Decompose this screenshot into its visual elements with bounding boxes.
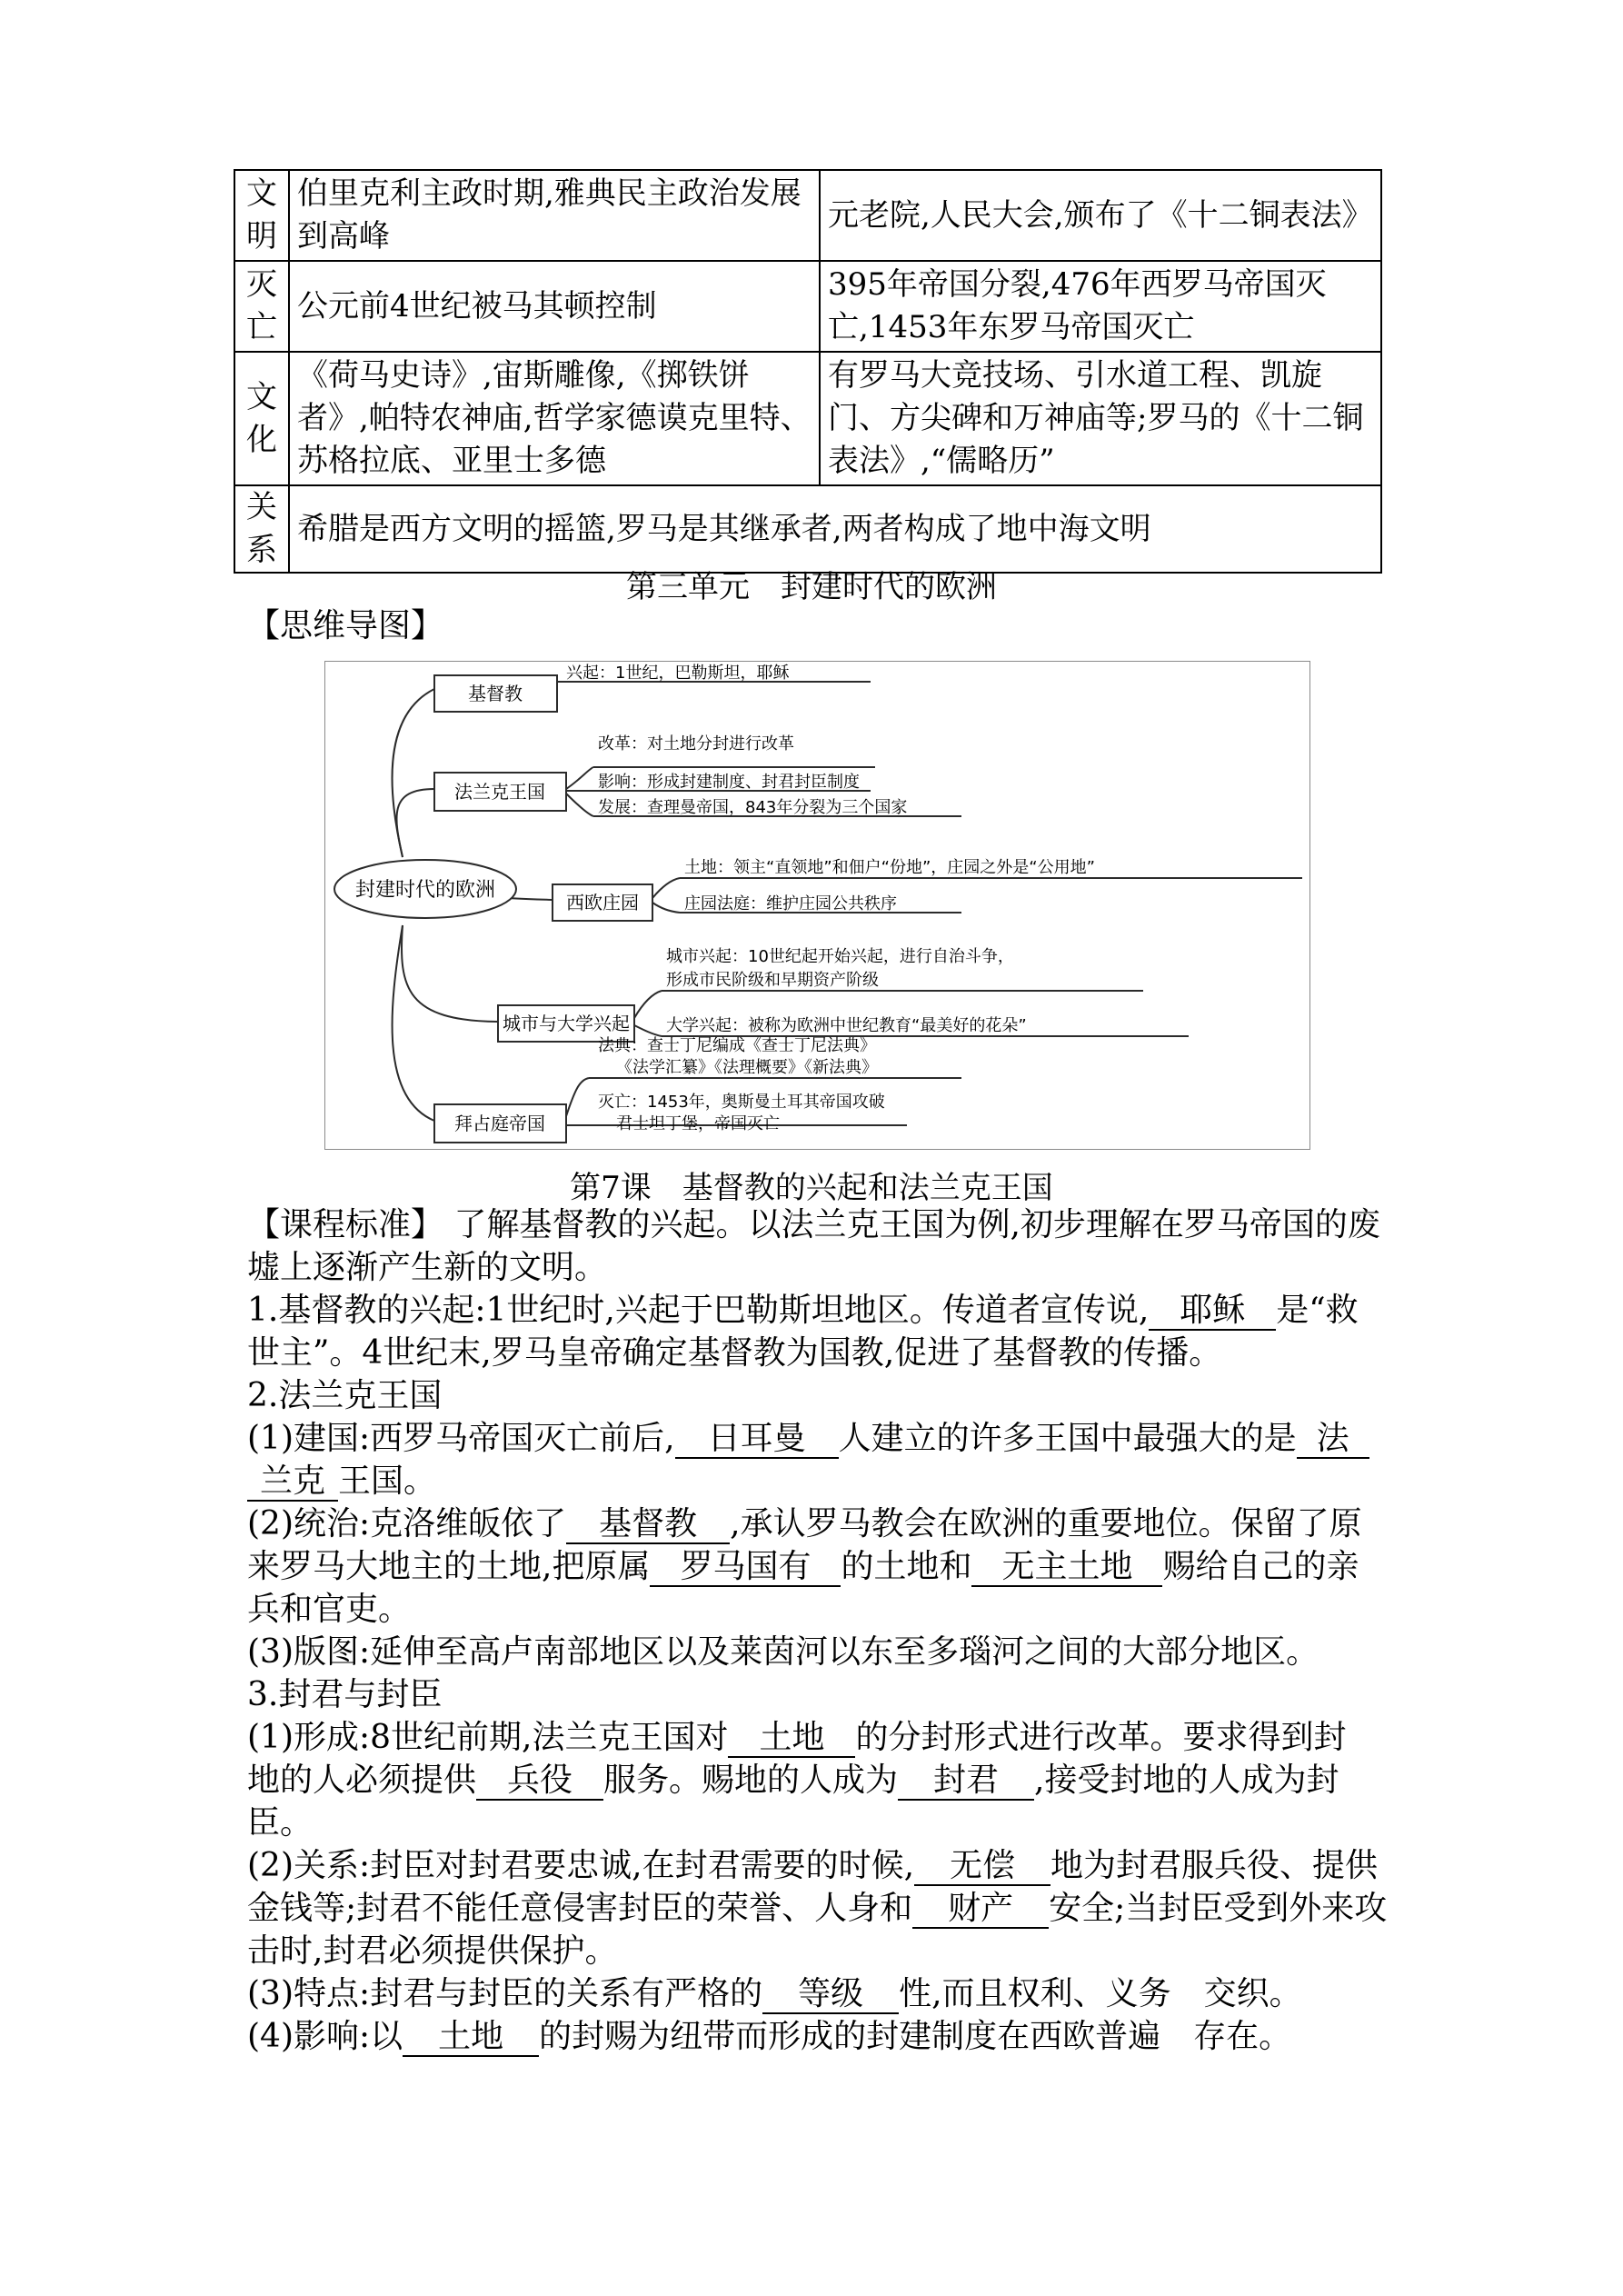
branch-line: [634, 1025, 662, 1036]
leaf-text: 土地：领主“直领地”和佃户“份地”，庄园之外是“公用地”: [684, 858, 1095, 877]
leaf-text: 法典：查士丁尼编成《查士丁尼法典》: [598, 1036, 876, 1055]
greece-cell: 《荷马史诗》,宙斯雕像,《掷铁饼者》,帕特农神庙,哲学家德谟克里特、苏格拉底、亚里士多德: [289, 352, 820, 485]
branch-curve: [393, 925, 434, 1121]
rome-cell: 元老院,人民大会,颁布了《十二铜表法》: [820, 170, 1381, 261]
text-line: [247, 1417, 1392, 1460]
answer-blank: 无主土地: [971, 1549, 1162, 1587]
text-span: 的封赐为纽带而形成的封建制度在西欧普遍 存在。: [539, 2018, 1292, 2055]
leaf-text: 灭亡：1453年，奥斯曼土耳其帝国攻破: [598, 1093, 885, 1112]
text-line: 墟上逐渐产生新的文明。: [247, 1249, 608, 1286]
branch-line: [634, 991, 662, 1018]
answer-blank: 兰克: [247, 1463, 338, 1502]
leaf-text: 庄园法庭：维护庄园公共秩序: [684, 894, 897, 913]
leaf-text: 大学兴起：被称为欧洲中世纪教育“最美好的花朵”: [666, 1016, 1027, 1035]
branch-label: 西欧庄园: [566, 892, 639, 913]
leaf-text: 形成市民阶级和早期资产阶级: [666, 971, 879, 990]
text-line: 兵和官吏。: [247, 1591, 412, 1628]
answer-blank: 兵役: [476, 1762, 603, 1801]
text-line: 2.法兰克王国: [247, 1377, 443, 1414]
answer-blank: 等级: [762, 1976, 899, 2014]
text-span: 赐给自己的亲: [1162, 1548, 1359, 1585]
text-span: ,承认罗马教会在欧洲的重要地位。保留了原: [730, 1505, 1362, 1542]
answer-blank: 基督教: [566, 1506, 730, 1544]
answer-blank: 无偿: [914, 1848, 1050, 1886]
text-line: 臣。: [247, 1804, 314, 1842]
text-span: 的分封形式进行改革。要求得到封: [855, 1719, 1347, 1756]
text-span: 是“救: [1276, 1292, 1359, 1329]
text-line: 击时,封君必须提供保护。: [247, 1932, 618, 1970]
text-span: 王国。: [338, 1462, 437, 1500]
answer-blank: 罗马国有: [650, 1549, 841, 1587]
text-span: (1)建国:西罗马帝国灭亡前后,: [247, 1420, 675, 1457]
answer-blank: 财产: [912, 1891, 1049, 1929]
text-line: [247, 1759, 1392, 1802]
mind-map: [324, 661, 1310, 1150]
table-row: [234, 352, 1381, 485]
text-span: 服务。赐地的人成为: [603, 1762, 899, 1799]
leaf-text: 兴起：1世纪，巴勒斯坦，耶稣: [566, 664, 790, 683]
text-line: [247, 1887, 1392, 1930]
text-line: [247, 1289, 1392, 1332]
table-row: [234, 485, 1381, 573]
text-line: [247, 1502, 1392, 1545]
row-header: 文化: [234, 352, 289, 485]
text-span: ,接受封地的人成为封: [1034, 1762, 1339, 1799]
text-line: [247, 1716, 1392, 1759]
answer-blank: 法: [1297, 1421, 1369, 1459]
text-line: (3)版图:延伸至高卢南部地区以及莱茵河以东至多瑙河之间的大部分地区。: [247, 1633, 1319, 1671]
branch-label: 法兰克王国: [454, 781, 545, 803]
unit-title: 第三单元 封建时代的欧洲: [626, 569, 997, 605]
rome-cell: 395年帝国分裂,476年西罗马帝国灭亡,1453年东罗马帝国灭亡: [820, 261, 1381, 352]
leaf-text: 《法学汇纂》《法理概要》《新法典》: [616, 1058, 878, 1077]
text-span: 的土地和: [841, 1548, 972, 1585]
answer-blank: 土地: [728, 1720, 855, 1758]
answer-blank: 日耳曼: [675, 1421, 839, 1459]
text-line: 世主”。4世纪末,罗马皇帝确定基督教为国教,促进了基督教的传播。: [247, 1334, 1222, 1372]
greece-cell: 伯里克利主政时期,雅典民主政治发展到高峰: [289, 170, 820, 261]
text-line: [247, 1972, 1392, 2015]
merged-cell: 希腊是西方文明的摇篮,罗马是其继承者,两者构成了地中海文明: [289, 485, 1381, 573]
text-span: (4)影响:以: [247, 2018, 403, 2055]
leaf-text: 发展：查理曼帝国，843年分裂为三个国家: [598, 798, 908, 817]
text-span: 地的人必须提供: [247, 1762, 477, 1799]
row-header: 关系: [234, 485, 289, 573]
center-label: 封建时代的欧洲: [354, 879, 496, 902]
text-span: 地为封君服兵役、提供: [1050, 1847, 1379, 1884]
table-row: [234, 170, 1381, 261]
mind-map-diagram: [325, 662, 1309, 1149]
text-span: 安全;当封臣受到外来攻: [1049, 1890, 1388, 1927]
branch-line: [652, 878, 680, 898]
table-row: [234, 261, 1381, 352]
leaf-text: 城市兴起：10世纪起开始兴起，进行自治斗争，: [666, 947, 1014, 966]
branch-line: [652, 903, 680, 913]
branch-curve: [402, 925, 498, 1022]
greece-cell: 公元前4世纪被马其顿控制: [289, 261, 820, 352]
text-span: (2)统治:克洛维皈依了: [247, 1505, 567, 1542]
text-span: 性,而且权利、义务 交织。: [899, 1975, 1302, 2012]
text-span: 人建立的许多王国中最强大的是: [838, 1420, 1297, 1457]
branch-label: 拜占庭帝国: [454, 1113, 545, 1134]
text-span: 来罗马大地主的土地,把原属: [247, 1548, 651, 1585]
row-header: 文明: [234, 170, 289, 261]
branch-line: [566, 1078, 589, 1116]
branch-line: [566, 767, 593, 789]
answer-blank: 封君: [898, 1762, 1034, 1801]
leaf-text: 影响：形成封建制度、封君封臣制度: [598, 773, 860, 792]
branch-label: 城市与大学兴起: [503, 1013, 630, 1034]
branch-curve: [396, 789, 434, 857]
text-span: (3)特点:封君与封臣的关系有严格的: [247, 1975, 763, 2012]
rome-cell: 有罗马大竞技场、引水道工程、凯旋门、方尖碑和万神庙等;罗马的《十二铜表法》,“儒略历”: [820, 352, 1381, 485]
text-line: [247, 2015, 1392, 2058]
lesson-title: 第7课 基督教的兴起和法兰克王国: [570, 1170, 1053, 1206]
text-line: 3.封君与封臣: [247, 1676, 443, 1713]
text-span: 1.基督教的兴起:1世纪时,兴起于巴勒斯坦地区。传道者宣传说,: [247, 1292, 1150, 1329]
answer-blank: 土地: [403, 2019, 539, 2057]
branch-label: 基督教: [468, 683, 523, 704]
text-line: 【课程标准】 了解基督教的兴起。以法兰克王国为例,初步理解在罗马帝国的废: [247, 1206, 1380, 1243]
text-span: (2)关系:封臣对封君要忠诚,在封君需要的时候,: [247, 1847, 915, 1884]
text-line: [247, 1460, 1392, 1502]
text-line: [247, 1844, 1392, 1887]
branch-line: [566, 794, 593, 816]
leaf-text: 君士坦丁堡，帝国灭亡: [616, 1114, 780, 1133]
comparison-table: [234, 169, 1382, 574]
answer-blank: 耶稣: [1149, 1293, 1276, 1331]
text-line: [247, 1545, 1392, 1588]
leaf-text: 改革：对土地分封进行改革: [598, 734, 794, 754]
text-span: 金钱等;封君不能任意侵害封臣的荣誉、人身和: [247, 1890, 913, 1927]
row-header: 灭亡: [234, 261, 289, 352]
mindmap-label: 【思维导图】: [247, 607, 444, 644]
text-span: (1)形成:8世纪前期,法兰克王国对: [247, 1719, 729, 1756]
